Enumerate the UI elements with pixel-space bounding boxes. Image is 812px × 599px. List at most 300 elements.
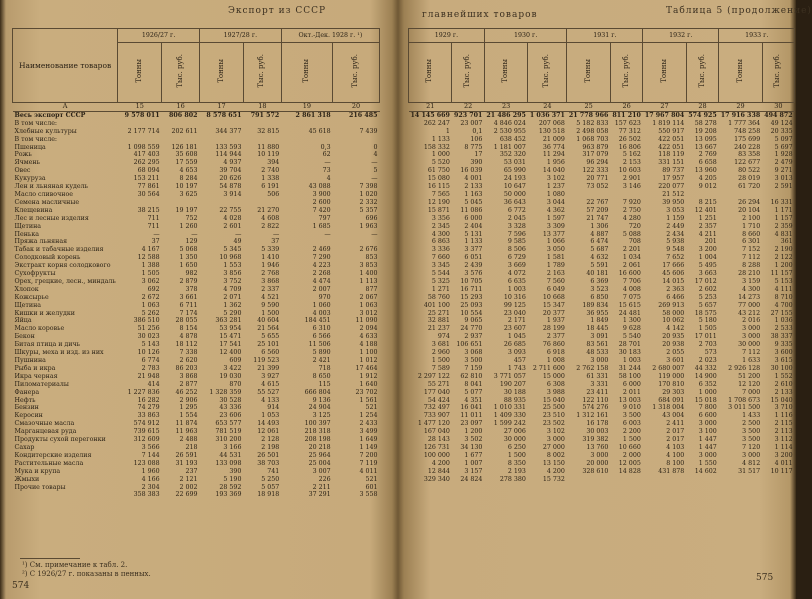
table-cell: 748 258 xyxy=(734,127,761,135)
table-cell: 317 079 xyxy=(582,151,609,159)
table-cell: 806 802 xyxy=(169,111,198,119)
table-cell: 10 647 xyxy=(503,183,526,191)
table-cell: 2 469 xyxy=(312,246,331,254)
table-cell: 34 130 xyxy=(460,443,483,451)
table-cell: 5 890 xyxy=(312,349,331,357)
table-cell: 3 422 xyxy=(223,364,242,372)
table-cell: 4 653 xyxy=(179,167,198,175)
table-cell: 2 061 xyxy=(622,262,641,270)
table-row xyxy=(13,333,380,341)
table-cell: 43 088 xyxy=(308,183,331,191)
row-label xyxy=(13,491,118,499)
table-cell: 17 xyxy=(474,151,483,159)
table-cell: 5 153 xyxy=(774,277,793,285)
table-cell: 3 600 xyxy=(774,349,793,357)
table-cell: 1 743 xyxy=(507,364,526,372)
table-cell: 1 020 xyxy=(359,190,378,198)
table-cell: 10 062 xyxy=(662,317,685,325)
table-cell: 708 xyxy=(628,238,641,246)
table-row xyxy=(409,365,795,373)
table-cell: 1 200 xyxy=(774,262,793,270)
table-cell: 2 190 xyxy=(774,246,793,254)
table-cell: 80 522 xyxy=(738,167,761,175)
table-row xyxy=(13,111,380,119)
row-label: Щетина xyxy=(14,222,42,230)
table-cell: 0,3 xyxy=(320,143,331,151)
table-cell: 207 068 xyxy=(538,119,565,127)
table-cell: 11 506 xyxy=(308,341,331,349)
table-row xyxy=(409,310,795,318)
table-cell: 170 810 xyxy=(658,380,685,388)
table-cell: 45 606 xyxy=(662,270,685,278)
table-cell xyxy=(567,476,610,484)
table-cell: 2 530 955 xyxy=(493,127,526,135)
table-row xyxy=(13,452,380,460)
table-cell: — xyxy=(191,230,198,238)
table-cell: 2 133 xyxy=(464,183,483,191)
table-cell: 21 564 xyxy=(257,325,280,333)
table-cell: 15 040 xyxy=(542,396,565,404)
table-cell: 1 553 xyxy=(223,262,242,270)
table-cell xyxy=(686,476,718,484)
table-cell: 22 767 xyxy=(586,198,609,206)
table-cell: 1 649 xyxy=(359,436,378,444)
table-cell: 28 701 xyxy=(618,341,641,349)
table-cell: 2 337 xyxy=(261,285,280,293)
table-cell: 7 565 xyxy=(431,190,450,198)
table-cell: — xyxy=(371,230,378,238)
table-cell: 2 000 xyxy=(622,451,641,459)
unit-header: Тонны xyxy=(484,43,527,103)
table-cell: 2 479 xyxy=(774,159,793,167)
table-row xyxy=(13,144,380,152)
table-cell: 4 xyxy=(373,151,378,159)
table-cell: 5 088 xyxy=(622,230,641,238)
table-cell: 21 948 xyxy=(137,372,160,380)
table-cell: 3 576 xyxy=(464,270,483,278)
table-row xyxy=(409,389,795,397)
table-cell: 16 039 xyxy=(460,167,483,175)
table-cell: 3 500 xyxy=(464,357,483,364)
table-cell: 4 223 xyxy=(312,262,331,270)
table-row xyxy=(13,444,380,452)
table-cell: 28 019 xyxy=(738,175,761,183)
table-cell: 3 331 xyxy=(590,380,609,388)
row-label: Мука и крупа xyxy=(14,467,61,475)
table-cell: 2 211 xyxy=(312,483,331,491)
table-cell: 262 295 xyxy=(133,159,160,167)
table-cell xyxy=(762,191,794,199)
table-cell: — xyxy=(371,159,378,167)
table-cell: 2 439 xyxy=(464,262,483,270)
table-row xyxy=(13,381,380,389)
table-cell: 3 091 xyxy=(590,333,609,341)
table-cell: 30 188 xyxy=(503,388,526,396)
unit-header: Тонны xyxy=(200,43,244,103)
table-row xyxy=(409,120,795,128)
table-row xyxy=(13,199,380,207)
table-row xyxy=(409,128,795,136)
running-head: главнейших товаров xyxy=(422,10,538,20)
table-cell: 550 917 xyxy=(658,127,685,135)
table-row xyxy=(13,136,380,144)
table-cell: 3 615 xyxy=(774,357,793,364)
table-cell: 15 347 xyxy=(542,301,565,309)
table-cell: 13 760 xyxy=(586,443,609,451)
table-cell: 24 193 xyxy=(503,175,526,183)
table-cell: 1 599 242 xyxy=(493,420,526,428)
table-cell: 26 591 xyxy=(175,451,198,459)
table-cell: 741 xyxy=(267,467,280,475)
row-label: В том числе: xyxy=(14,135,58,143)
table-cell: 4 521 xyxy=(261,293,280,301)
table-cell: 2 163 xyxy=(546,270,565,278)
table-cell: 431 878 xyxy=(658,467,685,475)
table-cell: 23 607 xyxy=(503,325,526,333)
table-cell: 5 131 xyxy=(464,230,483,238)
table-cell: 414 xyxy=(147,380,160,388)
row-label: Сахар xyxy=(14,443,35,451)
left-page xyxy=(8,0,390,599)
table-cell: 16 331 xyxy=(770,198,793,206)
year-header: 1933 г. xyxy=(719,29,795,43)
table-cell xyxy=(118,120,162,128)
table-cell: 12 588 xyxy=(137,254,160,262)
table-cell: 2 002 xyxy=(179,483,198,491)
table-row xyxy=(13,436,380,444)
table-row xyxy=(13,270,380,278)
table-row xyxy=(13,420,380,428)
table-row xyxy=(13,341,380,349)
table-row xyxy=(13,223,380,231)
table-cell: 1 036 371 xyxy=(529,111,565,119)
row-label: Хлопок xyxy=(14,285,39,293)
table-cell: 5 180 xyxy=(698,317,717,325)
table-cell: 5 077 xyxy=(464,388,483,396)
table-row xyxy=(409,333,795,341)
table-row xyxy=(13,397,380,405)
table-cell: 1 597 xyxy=(546,214,565,222)
table-row xyxy=(13,215,380,223)
unit-header: Тыс. руб. xyxy=(762,43,794,103)
table-cell: 1 004 xyxy=(698,254,717,262)
table-cell: 970 xyxy=(318,293,331,301)
table-cell: 1 171 xyxy=(774,206,793,214)
table-cell: 1 295 xyxy=(179,404,198,412)
table-cell: 58 760 xyxy=(427,293,450,301)
table-cell: 1 100 xyxy=(359,349,378,357)
row-label: Керосин xyxy=(14,412,43,420)
table-cell: 58 278 xyxy=(694,119,717,127)
row-label: Пряжа льняная xyxy=(14,238,68,246)
table-cell: 3 601 xyxy=(666,357,685,364)
table-cell: 73 052 xyxy=(586,183,609,191)
table-cell: 16 600 xyxy=(618,270,641,278)
table-cell: 5 250 xyxy=(261,475,280,483)
table-row xyxy=(409,436,795,444)
table-cell: 31 517 xyxy=(738,467,761,475)
year-header: Окт.-Дек. 1928 г. ¹) xyxy=(281,29,379,43)
table-cell: 1 271 xyxy=(431,285,450,293)
table-cell: 30 183 xyxy=(618,349,641,357)
table-cell: 21 486 295 xyxy=(486,111,526,119)
table-cell: 653 577 xyxy=(215,420,242,428)
column-header-name: Наименование товаров xyxy=(13,29,118,103)
table-cell: 3 125 xyxy=(312,412,331,420)
table-cell: 4 937 xyxy=(223,159,242,167)
table-cell: 10 126 xyxy=(137,349,160,357)
year-header: 1926/27 г. xyxy=(118,29,200,43)
table-cell: 2 433 xyxy=(359,420,378,428)
table-cell: 5 162 xyxy=(622,151,641,159)
table-cell: 25 101 xyxy=(257,341,280,349)
table-cell: 20 771 xyxy=(586,175,609,183)
table-cell: 2 498 058 xyxy=(576,127,609,135)
table-row xyxy=(409,286,795,294)
table-cell: 7 338 xyxy=(179,349,198,357)
table-cell: 46 252 xyxy=(175,388,198,396)
table-cell: 9 065 xyxy=(464,317,483,325)
row-label: Икра черная xyxy=(14,372,58,380)
table-cell: 2 620 xyxy=(179,357,198,364)
row-label: Пшеница xyxy=(14,143,46,151)
table-cell: 2 153 xyxy=(622,159,641,167)
table-cell: 11 090 xyxy=(355,317,378,325)
table-cell: 6 474 xyxy=(590,238,609,246)
table-cell: 2 711 600 xyxy=(532,364,565,372)
table-cell: 6 250 xyxy=(507,443,526,451)
table-cell: 77 312 xyxy=(618,127,641,135)
table-cell: 10 119 xyxy=(257,151,280,159)
table-cell: 6 850 xyxy=(590,293,609,301)
table-cell: 1 066 xyxy=(546,238,565,246)
table-cell: 5 520 xyxy=(431,159,450,167)
table-cell: 1 000 xyxy=(698,388,717,396)
table-row xyxy=(13,120,380,128)
table-cell: 36 955 xyxy=(586,309,609,317)
table-cell: 1 685 xyxy=(312,222,331,230)
table-cell: 1 254 xyxy=(359,412,378,420)
table-cell: 390 xyxy=(229,467,242,475)
table-cell: 344 377 xyxy=(215,127,242,135)
table-cell: 5 068 xyxy=(179,246,198,254)
table-cell: 4 831 xyxy=(774,230,793,238)
table-row xyxy=(409,341,795,349)
row-label: Бензин xyxy=(14,404,39,412)
table-cell: 50 000 xyxy=(503,190,526,198)
table-cell: 1 003 xyxy=(507,285,526,293)
table-cell: 25 004 xyxy=(308,459,331,467)
table-cell: 30 000 xyxy=(738,341,761,349)
table-cell: 3 661 xyxy=(179,293,198,301)
table-cell: 1 500 xyxy=(261,309,280,317)
table-cell: 106 651 xyxy=(456,341,483,349)
table-cell: 49 xyxy=(233,238,242,246)
table-cell: 2 363 xyxy=(666,285,685,293)
page-number: 575 xyxy=(756,573,774,583)
table-cell: 1 045 xyxy=(507,333,526,341)
table-cell: 26 501 xyxy=(257,451,280,459)
table-cell: 3 868 xyxy=(261,277,280,285)
row-label: Хлебные культуры xyxy=(14,127,77,135)
table-cell: 9 136 xyxy=(312,396,331,404)
table-cell: 31 193 xyxy=(175,459,198,467)
table-cell: 11 011 xyxy=(460,412,483,420)
table-cell: 8 506 xyxy=(507,246,526,254)
table-cell: 27 006 xyxy=(503,428,526,436)
table-cell: 15 080 xyxy=(427,175,450,183)
table-cell: 8 215 xyxy=(698,198,717,206)
table-cell: 3 356 xyxy=(431,214,450,222)
table-row xyxy=(13,262,380,270)
table-cell: 25 271 xyxy=(427,309,450,317)
table-cell: — xyxy=(153,230,160,238)
table-cell: 6 352 xyxy=(698,380,717,388)
table-row xyxy=(13,231,380,239)
table-cell: 329 340 xyxy=(423,475,450,483)
table-cell: 1 114 xyxy=(774,443,793,451)
row-label: Рыба и икра xyxy=(14,364,56,372)
table-cell: 1 400 xyxy=(359,270,378,278)
table-cell: 4 200 xyxy=(546,467,565,475)
table-cell: 1 362 xyxy=(223,301,242,309)
table-cell xyxy=(281,238,332,246)
table-cell: 2 877 xyxy=(179,380,198,388)
table-cell: 1 157 xyxy=(774,214,793,222)
table-cell xyxy=(118,199,162,207)
table-cell: 26 294 xyxy=(738,198,761,206)
table-cell: 3 000 xyxy=(546,436,565,444)
table-cell: 4 167 xyxy=(141,246,160,254)
footnote-rule xyxy=(20,558,80,559)
table-cell: 574 912 xyxy=(133,420,160,428)
table-cell: 2 906 xyxy=(179,396,198,404)
table-cell: 83 561 xyxy=(586,341,609,349)
table-cell: 1 053 xyxy=(261,412,280,420)
table-cell: 328 610 xyxy=(582,467,609,475)
table-cell: 494 872 xyxy=(764,111,793,119)
table-cell: 422 051 xyxy=(658,143,685,151)
table-cell: 1 433 xyxy=(742,412,761,420)
table-cell: 220 077 xyxy=(658,183,685,191)
table-cell: 44 531 xyxy=(219,451,242,459)
table-cell: 11 086 xyxy=(460,206,483,214)
table-cell: 4 008 xyxy=(622,285,641,293)
row-label: Нефть xyxy=(14,396,36,404)
table-row xyxy=(409,468,795,476)
table-cell: 1 708 673 xyxy=(728,396,761,404)
table-cell: 1 328 359 xyxy=(209,388,242,396)
table-cell: 1 200 xyxy=(464,428,483,436)
table-cell: 31 244 xyxy=(618,364,641,372)
table-cell: 13 960 xyxy=(694,167,717,175)
table-cell: 28 143 xyxy=(427,436,450,444)
table-cell: 15 471 xyxy=(219,333,242,341)
table-cell: 12 005 xyxy=(618,459,641,467)
table-cell: 11 963 xyxy=(175,428,198,436)
table-cell: 15 018 xyxy=(694,396,717,404)
table-cell: 43 336 xyxy=(219,404,242,412)
table-row xyxy=(13,404,380,412)
table-cell: 55 271 xyxy=(427,380,450,388)
table-cell: 115 xyxy=(318,380,331,388)
table-cell: 13 095 xyxy=(694,135,717,143)
table-cell: 74 279 xyxy=(137,404,160,412)
table-row xyxy=(13,468,380,476)
table-cell: 1 181 007 xyxy=(493,143,526,151)
table-cell: 2 740 xyxy=(261,167,280,175)
table-row xyxy=(409,111,795,119)
table-cell: 2 128 xyxy=(261,436,280,444)
row-label: Кожсырье xyxy=(14,293,49,301)
table-cell: 7 290 xyxy=(312,254,331,262)
table-cell xyxy=(686,191,718,199)
table-cell: 23 411 xyxy=(586,388,609,396)
table-cell: 8 284 xyxy=(179,175,198,183)
table-cell: 711 xyxy=(147,222,160,230)
table-cell: 718 xyxy=(318,364,331,372)
table-cell: 240 228 xyxy=(734,143,761,151)
table-cell xyxy=(118,136,162,144)
table-cell: 1 550 xyxy=(698,459,717,467)
table-cell: 1 410 xyxy=(261,254,280,262)
table-cell: 21 778 966 xyxy=(568,111,609,119)
row-label: Пенька xyxy=(14,230,40,238)
table-cell xyxy=(643,476,686,484)
table-row xyxy=(409,428,795,436)
row-label: Табак и табачные изделия xyxy=(14,246,104,254)
table-cell: 16 041 xyxy=(460,404,483,412)
table-cell: 30 564 xyxy=(137,190,160,198)
table-row xyxy=(409,151,795,159)
table-cell: 3 044 xyxy=(546,198,565,206)
row-label: Пиломатериалы xyxy=(14,380,69,388)
table-cell: 4 887 xyxy=(590,230,609,238)
table-cell: 3 013 xyxy=(774,175,793,183)
table-cell: 7 112 xyxy=(742,349,761,357)
row-label: Лен и льняная кудель xyxy=(14,183,89,191)
table-cell: 1 036 xyxy=(774,317,793,325)
table-cell: 2 861 318 xyxy=(295,111,331,119)
table-cell: 12 401 xyxy=(694,206,717,214)
row-label: Рожь xyxy=(14,151,32,159)
table-cell: 226 xyxy=(318,475,331,483)
row-label: Орех, грецкие, лесн., миндаль xyxy=(14,277,116,285)
page-number: 574 xyxy=(12,581,30,591)
table-cell: 4 205 xyxy=(698,175,717,183)
table-cell: 114 944 xyxy=(215,151,242,159)
table-cell: 12 844 xyxy=(427,467,450,475)
table-cell: 2 676 xyxy=(359,246,378,254)
table-cell: 2 879 xyxy=(179,277,198,285)
table-cell: 2 421 xyxy=(312,357,331,364)
table-row xyxy=(409,238,795,246)
table-cell: 29 303 xyxy=(662,388,685,396)
table-cell: 77 861 xyxy=(137,183,160,191)
table-cell: 45 618 xyxy=(308,127,331,135)
table-cell: 7 398 xyxy=(359,183,378,191)
row-label: Прочие товары xyxy=(14,483,66,491)
table-cell: 39 950 xyxy=(662,198,685,206)
table-cell: 7 200 xyxy=(359,451,378,459)
table-cell: 5 290 xyxy=(223,309,242,317)
table-cell: 914 xyxy=(267,404,280,412)
table-row xyxy=(13,254,380,262)
table-cell xyxy=(243,199,281,207)
table-cell: 43 212 xyxy=(738,309,761,317)
table-cell: 10 705 xyxy=(460,277,483,285)
year-header: 1927/28 г. xyxy=(200,29,282,43)
